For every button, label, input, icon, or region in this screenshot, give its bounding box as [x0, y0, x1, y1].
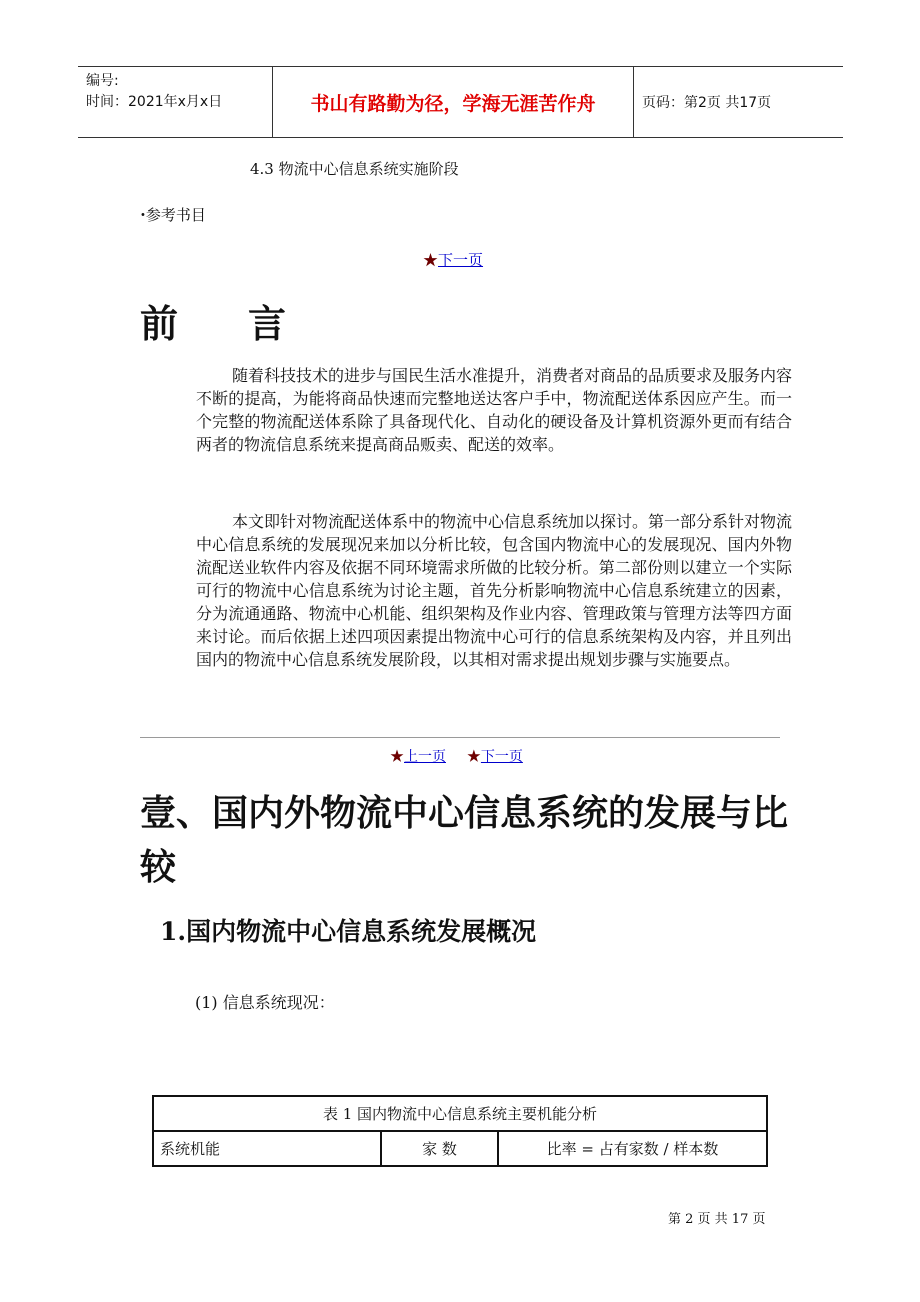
chapter-title: 壹、国内外物流中心信息系统的发展与比较	[140, 792, 789, 888]
star-icon: ★	[466, 749, 481, 765]
preface-paragraph-2: 本文即针对物流配送体系中的物流中心信息系统加以探讨。第一部分系针对物流中心信息系统的发展现况来加以分析比较，包含国内物流中心的发展现况、国内外物流配送业软件内容及依据不同环境需求所做的比较分析。第二部份则以建立一个实际可行的物流中心信息系统为讨论主题，首先分析影响物流中心信息系统建立的因素，分为流通通路、物流中心机能、组织架构及作业内容、管理政策与管理方法等四方面来讨论。而后依据上述四项因素提出物流中心可行的信息系统架构及内容，并且列出国内的物流中心信息系统发展阶段，以其相对需求提出规划步骤与实施要点。	[196, 512, 793, 669]
nav-middle	[390, 746, 523, 766]
divider	[140, 737, 780, 738]
preface-heading	[140, 293, 286, 348]
star-icon: ★	[423, 251, 439, 269]
header-left-cell	[78, 67, 273, 137]
next-page-link[interactable]: 下一页	[480, 749, 523, 765]
document-number-label: 编号:	[86, 73, 119, 89]
page-number-label: 页码：第2页 共17页	[642, 95, 772, 111]
table-header-cell: 系统机能	[153, 1131, 381, 1166]
table-header-row	[153, 1131, 767, 1166]
table-caption: 表 1 国内物流中心信息系统主要机能分析	[153, 1096, 767, 1131]
table-header-cell: 家 数	[381, 1131, 498, 1166]
nav-top	[423, 249, 483, 270]
reference-label: 参考书目	[145, 206, 206, 224]
page-header	[78, 66, 843, 138]
section-title: 1.国内物流中心信息系统发展概况	[160, 917, 537, 946]
subsection-title: (1) 信息系统现况：	[195, 993, 335, 1012]
header-right-cell	[634, 67, 843, 137]
preface-title-char-2: 言	[248, 301, 287, 346]
reference-item	[140, 204, 206, 225]
table-header-cell: 比率 = 占有家数 / 样本数	[498, 1131, 767, 1166]
date-label: 时间：2021年x月x日	[86, 94, 223, 110]
preface-paragraph-1: 随着科技技术的进步与国民生活水准提升，消费者对商品的品质要求及服务内容不断的提高，为能将商品快速而完整地送达客户手中，物流配送体系因应产生。而一个完整的物流配送体系除了具备现代化、自动化的硬设备及计算机资源外更而有结合两者的物流信息系统来提高商品贩卖、配送的效率。	[196, 366, 793, 454]
page-footer: 第 2 页 共 17 页	[668, 1212, 766, 1227]
star-icon: ★	[390, 749, 404, 765]
bullet-icon: •	[140, 210, 146, 222]
header-center-cell	[273, 67, 634, 137]
next-page-link[interactable]: 下一页	[438, 251, 484, 269]
toc-item: 4.3 物流中心信息系统实施阶段	[250, 160, 459, 178]
previous-page-link[interactable]: 上一页	[404, 749, 446, 765]
preface-title-char-1: 前	[140, 301, 179, 346]
motto-text: 书山有路勤为径，学海无涯苦作舟	[310, 93, 596, 115]
function-analysis-table	[152, 1095, 768, 1167]
